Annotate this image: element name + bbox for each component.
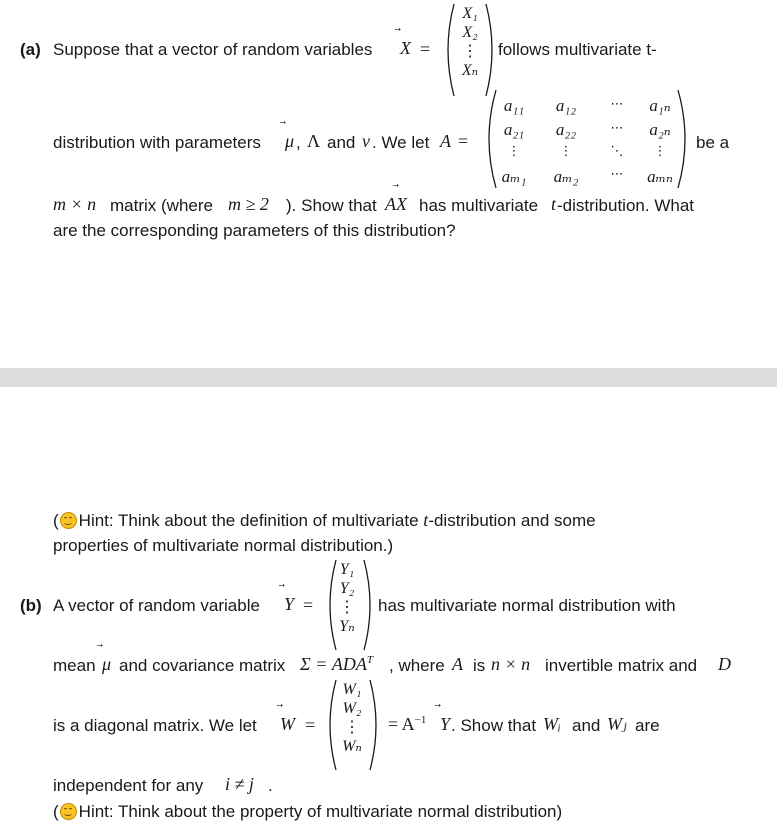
mean-text: mean bbox=[53, 656, 96, 675]
matrix-a-cell: ⋯ bbox=[610, 121, 624, 136]
has-multivariate-text: has multivariate bbox=[419, 196, 539, 215]
matrix-a-cell: a₂ₙ bbox=[649, 120, 671, 139]
vector-x-entry: X₁ bbox=[462, 5, 478, 22]
nu-symbol: ν bbox=[362, 131, 370, 151]
matrix-a-cell: aₘ₁ bbox=[501, 167, 527, 186]
and-text: and bbox=[572, 716, 601, 735]
matrix-a-symbol: A bbox=[452, 654, 463, 674]
matrix-a-symbol: A bbox=[440, 131, 451, 151]
vector-w-entry: W₁ bbox=[342, 681, 362, 698]
part-b-label: (b) bbox=[20, 596, 42, 615]
vector-y-symbol: Y bbox=[440, 714, 451, 734]
part-b-intro-text: A vector of random variable bbox=[53, 596, 260, 615]
matrix-a-cell: a₁₂ bbox=[555, 96, 577, 115]
smiley-icon bbox=[60, 512, 77, 529]
matrix-a-cell: aₘ₂ bbox=[553, 167, 579, 186]
vector-y-entry: Y₂ bbox=[339, 580, 355, 597]
matrix-a-cell: ⋮ bbox=[559, 144, 573, 159]
vector-y-entry: ⋮ bbox=[339, 599, 355, 616]
part-a-follows-text: follows multivariate t- bbox=[498, 40, 657, 59]
part-b-normal-text: has multivariate normal distribution with bbox=[378, 596, 676, 615]
vector-w-entry: ⋮ bbox=[344, 719, 360, 736]
vector-x-entry: Xₙ bbox=[461, 62, 479, 79]
where-text: , where bbox=[389, 656, 445, 675]
matrix-where-text: matrix (where bbox=[110, 196, 213, 215]
and-text: and bbox=[327, 133, 356, 152]
mu-vector-symbol: μ bbox=[285, 131, 295, 151]
are-text: are bbox=[635, 716, 660, 735]
hint-b: ( Hint: Think about the property of multivariate normal distribution) bbox=[53, 802, 563, 821]
wj-symbol: Wⱼ bbox=[607, 714, 627, 734]
part-a-distribution-text: distribution with parameters bbox=[53, 133, 261, 152]
we-let-text: . We let bbox=[372, 133, 430, 152]
wi-symbol: Wᵢ bbox=[543, 714, 561, 734]
part-a-last-line: are the corresponding parameters of this distribution? bbox=[53, 221, 456, 240]
mu-vector-symbol: μ bbox=[102, 654, 112, 674]
smiley-icon bbox=[60, 803, 77, 820]
n-by-n-expression: n × n bbox=[491, 654, 531, 674]
vector-w-symbol: W bbox=[280, 714, 295, 734]
matrix-a-cell: ⋮ bbox=[653, 144, 667, 159]
matrix-a-cell: ⋮ bbox=[507, 144, 521, 159]
distribution-what-text: -distribution. What bbox=[557, 196, 694, 215]
covariance-expression: $\Sigma = ADA^T$ bbox=[300, 654, 373, 674]
vector-y-entry: Y₁ bbox=[339, 561, 355, 578]
be-a-text: be a bbox=[696, 133, 730, 152]
ax-expression: AX bbox=[385, 194, 407, 214]
matrix-a-cell: ⋯ bbox=[610, 97, 624, 112]
vector-w-entry: W₂ bbox=[342, 700, 362, 717]
hint-a-line-1: ( Hint: Think about the definition of multivariate t-distribution and some bbox=[53, 510, 596, 530]
period: . bbox=[268, 776, 273, 795]
equals-sign: = bbox=[303, 595, 314, 615]
part-a-intro-text: Suppose that a vector of random variables bbox=[53, 40, 373, 59]
matrix-a-cell: a₂₁ bbox=[503, 120, 525, 139]
inverse-expression: = $A^{-1}$ bbox=[388, 714, 427, 734]
inequality-expression: i ≠ j bbox=[225, 774, 254, 794]
vector-y-entries bbox=[332, 560, 362, 636]
equals-sign: = bbox=[458, 131, 469, 151]
lambda-symbol: Λ bbox=[307, 131, 321, 151]
hint-a-line-2: properties of multivariate normal distribution.) bbox=[53, 536, 394, 555]
vector-w-entries bbox=[337, 680, 367, 756]
condition-expression: m ≥ 2 bbox=[228, 194, 269, 214]
matrix-a-cell: ⋯ bbox=[610, 167, 624, 182]
comma: , bbox=[296, 133, 301, 152]
part-a-label: (a) bbox=[20, 40, 41, 59]
vector-x-entry: ⋮ bbox=[462, 43, 478, 60]
vector-w-entry: Wₙ bbox=[342, 738, 362, 755]
matrix-d-symbol: D bbox=[718, 654, 731, 674]
vector-x-entry: X₂ bbox=[462, 24, 478, 41]
covariance-text: and covariance matrix bbox=[119, 656, 286, 675]
matrix-a-cell: a₂₂ bbox=[555, 120, 577, 139]
equals-sign: = bbox=[420, 39, 431, 59]
section-divider bbox=[0, 368, 777, 387]
independent-text: independent for any bbox=[53, 776, 204, 795]
vector-x-entries bbox=[455, 4, 485, 80]
matrix-a-cell: aₘₙ bbox=[647, 167, 673, 186]
matrix-a-cell: ⋱ bbox=[610, 144, 624, 159]
is-text: is bbox=[473, 656, 486, 675]
show-that-text: ). Show that bbox=[286, 196, 377, 215]
diagonal-text: is a diagonal matrix. We let bbox=[53, 716, 257, 735]
show-that-text: . Show that bbox=[451, 716, 537, 735]
dims-expression: m × n bbox=[53, 194, 97, 214]
matrix-a-cell: a₁ₙ bbox=[649, 96, 671, 115]
vector-y-symbol: Y bbox=[284, 594, 295, 614]
invertible-text: invertible matrix and bbox=[545, 656, 698, 675]
t-symbol: t bbox=[551, 194, 557, 214]
matrix-a-cell: a₁₁ bbox=[503, 96, 525, 115]
equals-sign: = bbox=[305, 715, 316, 735]
vector-y-entry: Yₙ bbox=[339, 618, 355, 635]
vector-x-symbol: X bbox=[400, 38, 411, 58]
